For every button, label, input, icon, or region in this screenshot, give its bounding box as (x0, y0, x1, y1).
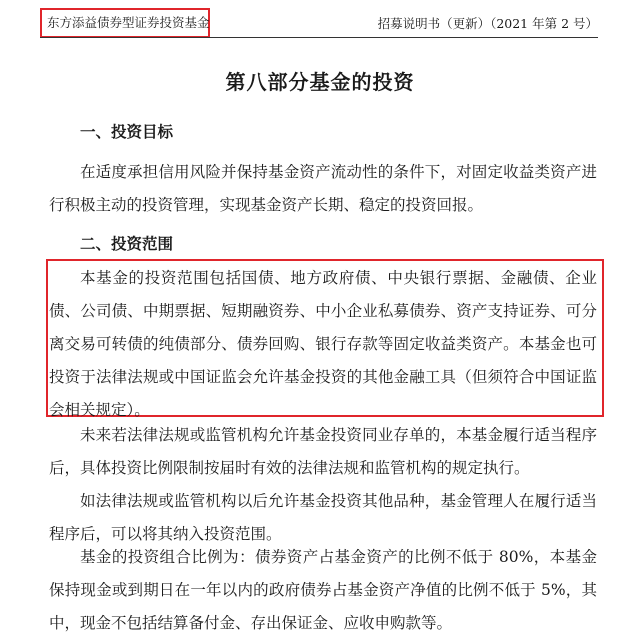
scope-paragraph-2: 未来若法律法规或监管机构允许基金投资同业存单的，本基金履行适当程序后，具体投资比例限制按届时有效的法律法规和监管机构的规定执行。 (49, 426, 597, 477)
header-divider (40, 37, 598, 38)
fund-name-header: 东方添益债券型证券投资基金 (40, 8, 210, 38)
section-heading-scope: 二、投资范围 (80, 234, 174, 253)
scope-paragraph-4: 基金的投资组合比例为：债券资产占基金资产的比例不低于 80%，本基金保持现金或到期日在一年以内的政府债券占基金资产净值的比例不低于 5%，其中，现金不包括结算备付金、存出保证金、应收申购款等。 (49, 548, 597, 632)
objective-paragraph: 在适度承担信用风险并保持基金资产流动性的条件下，对固定收益类资产进行积极主动的投资管理，实现基金资产长期、稳定的投资回报。 (49, 163, 597, 214)
page-title: 第八部分基金的投资 (225, 70, 415, 94)
scope-paragraph-3: 如法律法规或监管机构以后允许基金投资其他品种，基金管理人在履行适当程序后，可以将其纳入投资范围。 (49, 492, 597, 543)
section-heading-objective: 一、投资目标 (80, 122, 174, 141)
scope-highlighted-paragraph: 本基金的投资范围包括国债、地方政府债、中央银行票据、金融债、企业债、公司债、中期票据、短期融资券、中小企业私募债券、资产支持证券、可分离交易可转债的纯债部分、债券回购、银行存款等固定收益类资产。本基金也可投资于法律法规或中国证监会允许基金投资的其他金融工具（但须符合中国证监会相关规定）。 (49, 269, 597, 419)
document-title-header: 招募说明书（更新）（2021 年第 2 号） (377, 16, 598, 31)
